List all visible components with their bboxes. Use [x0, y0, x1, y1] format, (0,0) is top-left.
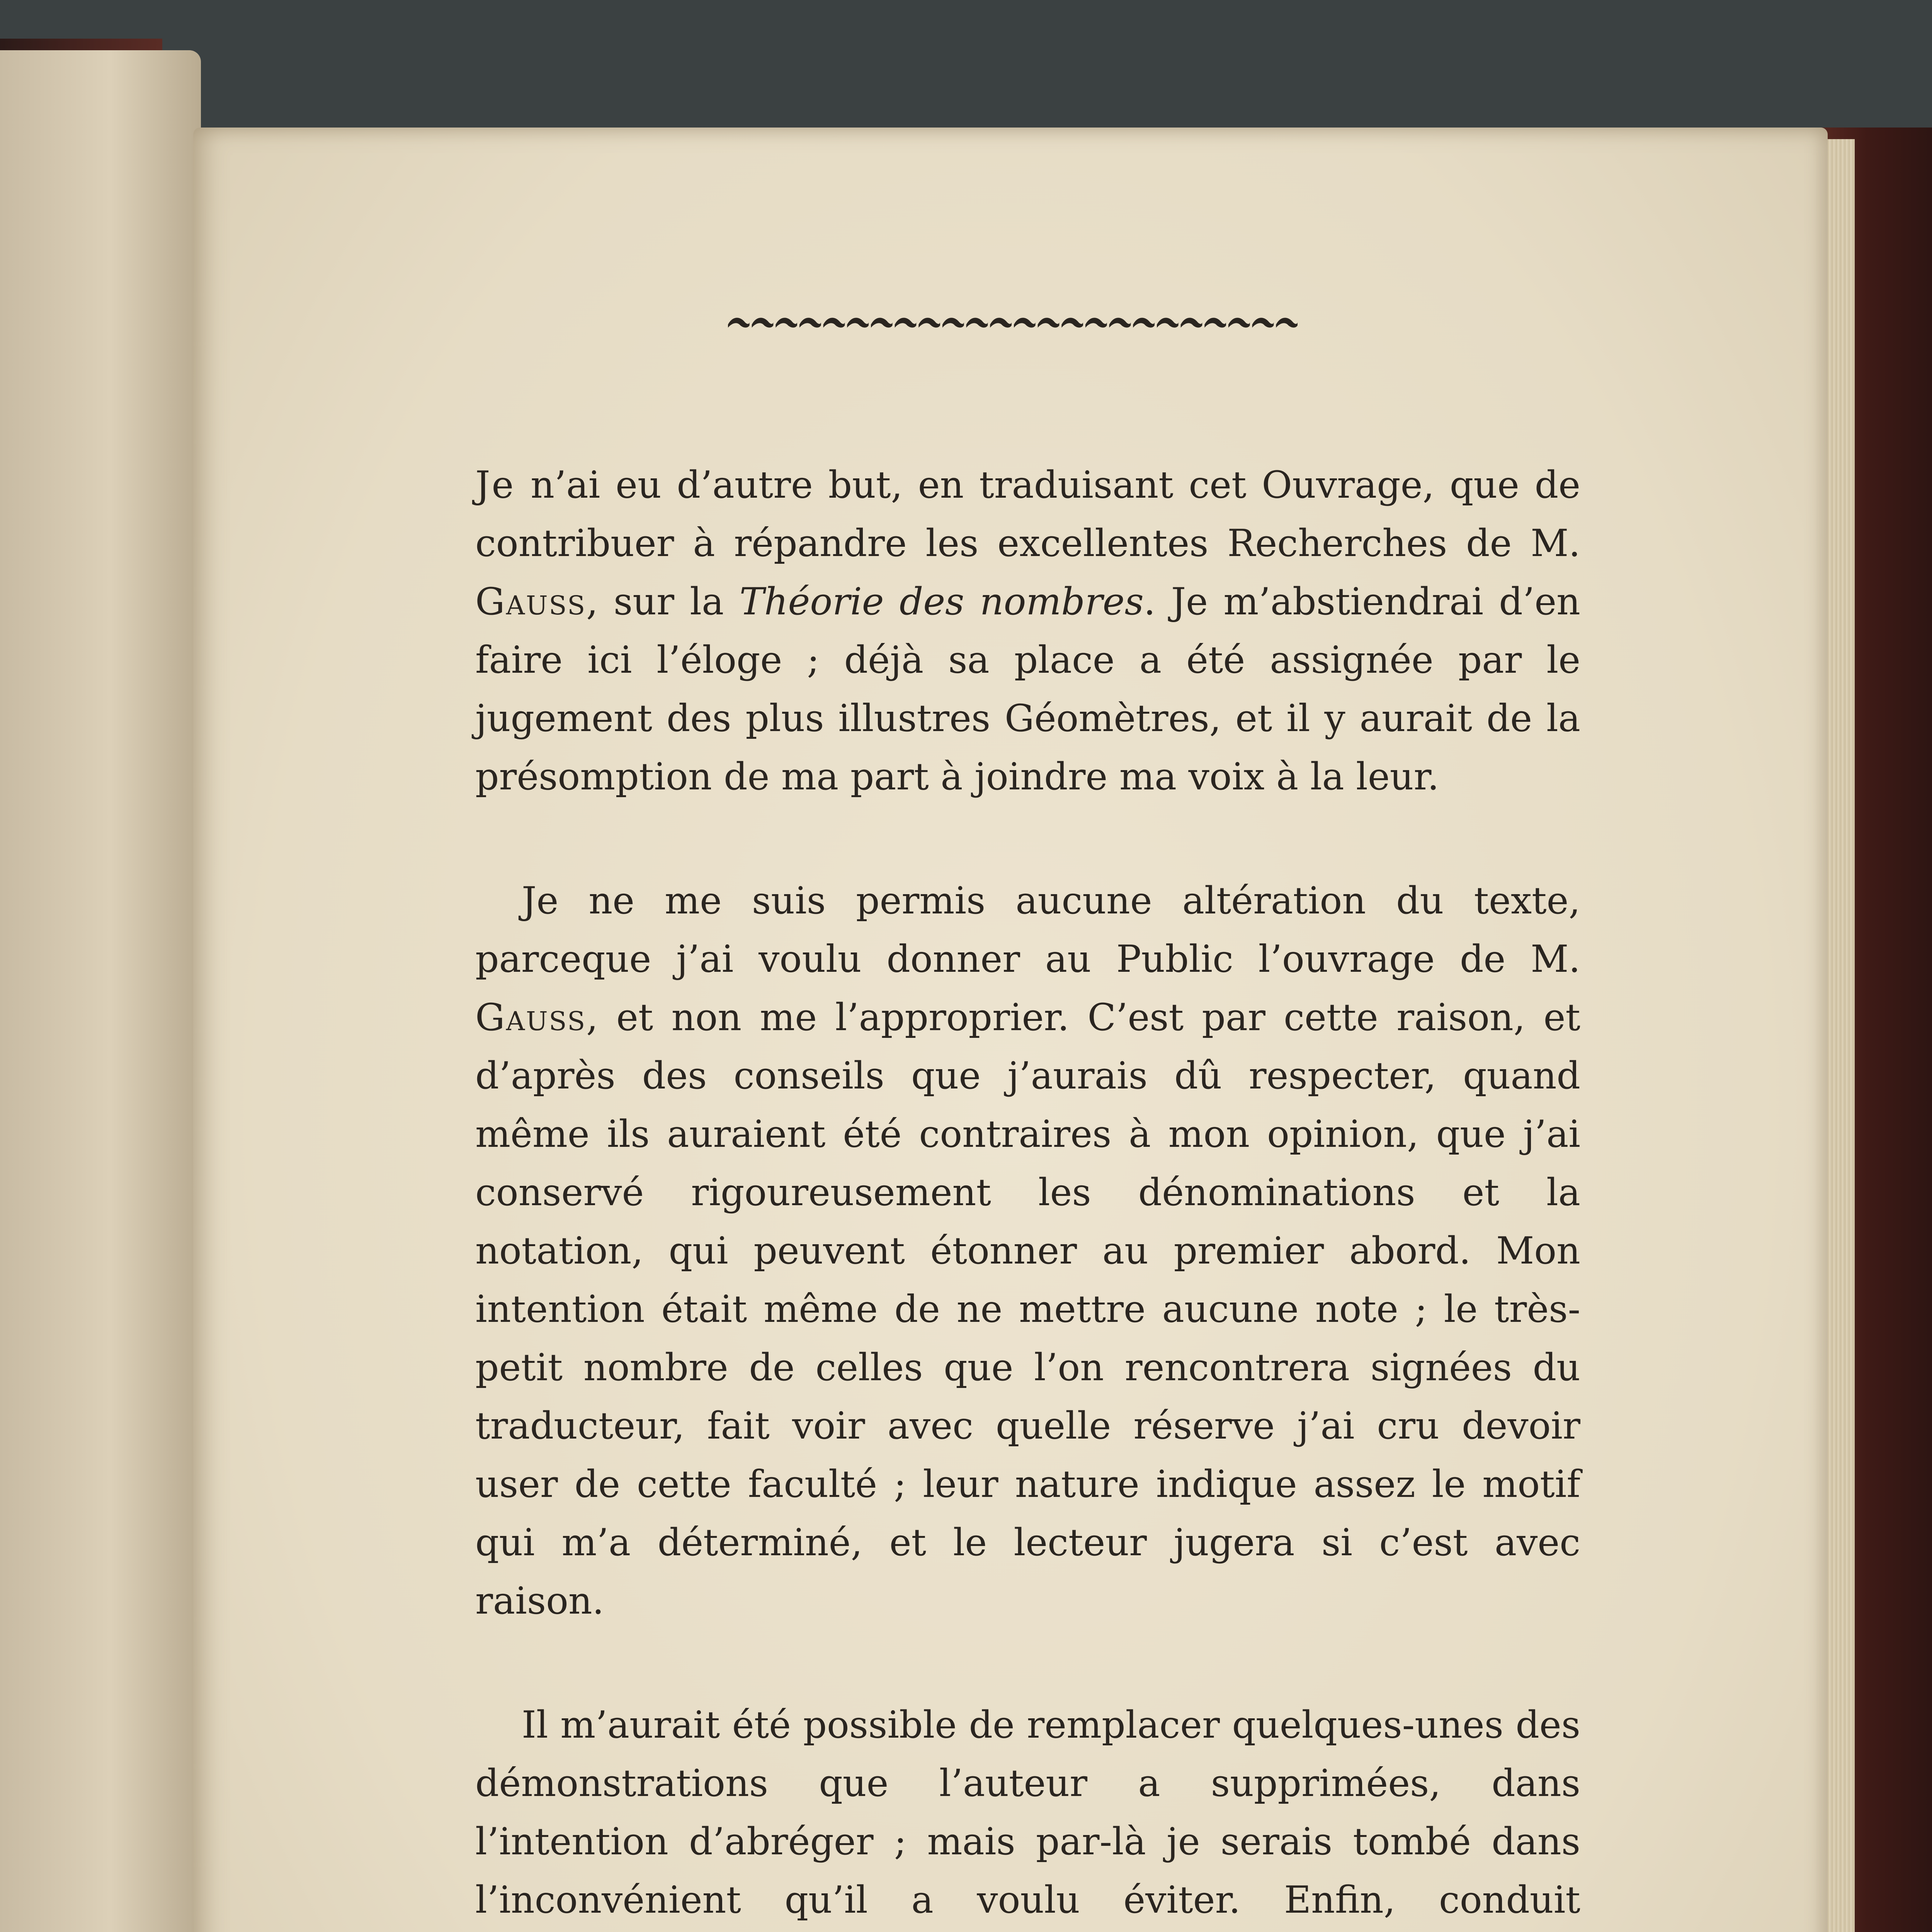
ornament-wave-segment — [1252, 318, 1274, 328]
ornament-wave-segment — [1157, 318, 1179, 328]
ornament-wave-segment — [1204, 318, 1226, 328]
ornament-wave-segment — [799, 318, 821, 328]
ornament-wave-segment — [966, 318, 988, 328]
decorative-headpiece-ornament — [726, 313, 1298, 332]
left-facing-page — [0, 50, 201, 1932]
ornament-wave-segment — [1276, 318, 1298, 328]
p2-seg-0: Je ne me suis permis aucune altération du texte, parceque j’ai voulu donner au Public l’ouvrage de M. — [475, 879, 1580, 981]
ornament-wave-segment — [1181, 318, 1202, 328]
ornament-wave-segment — [895, 318, 917, 328]
ornament-wave-segment — [1085, 318, 1107, 328]
ornament-wave-segment — [752, 318, 774, 328]
author-name-gauss-2: Gauss — [475, 996, 587, 1039]
page-text — [475, 456, 1580, 1932]
paragraph-3 — [475, 1696, 1580, 1932]
ornament-wave-segment — [1133, 318, 1155, 328]
p1-seg-0: n’ai eu d’autre but, en traduisant cet Ouvrage, que de contribuer à répandre les excellentes Recherches de M. — [475, 463, 1580, 565]
book-title-italic: Théorie des nombres — [739, 580, 1144, 623]
p1-seg-2: , sur la — [586, 580, 740, 623]
paragraph-1 — [475, 456, 1580, 806]
dropcap-word: Je — [475, 463, 515, 507]
ornament-wave-segment — [847, 318, 869, 328]
p3-seg-0: Il m’aurait été possible de remplacer quelques-unes des démonstrations que l’auteur a supprimées, dans l’intention d’abréger ; mais par-là je serais tombé dans l’inconvénient qu’il a voulu éviter. Enfin, conduit — [475, 1703, 1580, 1922]
ornament-wave-segment — [1038, 318, 1060, 328]
ornament-wave-segment — [776, 318, 797, 328]
author-name-gauss: Gauss — [475, 580, 587, 623]
ornament-wave-segment — [1014, 318, 1036, 328]
p1-seg-4: . Je m’abstiendrai d’en faire ici l’éloge ; déjà sa place a été assignée par le jugement des plus illustres Géomètres, et il y aurait de la présomption de ma part à joindre ma voix à la leur. — [475, 580, 1581, 798]
ornament-wave-segment — [871, 318, 893, 328]
ornament-wave-segment — [1228, 318, 1250, 328]
ornament-wave-segment — [728, 318, 750, 328]
ornament-wave-segment — [823, 318, 845, 328]
ornament-wave-segment — [1061, 318, 1083, 328]
paragraph-2 — [475, 872, 1580, 1630]
ornament-wave-segment — [990, 318, 1012, 328]
p2-seg-2: , et non me l’approprier. C’est par cette raison, et d’après des conseils que j’aurais dû respecter, quand même ils auraient été contraires à mon opinion, que j’ai conservé rigoureusement les dénominations et la notation, qui peuvent étonner au premier abord. Mon intention était même de ne mettre aucune note ; le très-petit nombre de celles que l’on rencontrera signées du traducteur, fait voir avec quelle réserve j’ai cru devoir user de cette faculté ; leur nature indique assez le motif qui m’a déterminé, et le lecteur jugera si c’est avec raison. — [475, 996, 1580, 1622]
ornament-wave-segment — [1109, 318, 1131, 328]
ornament-wave-segment — [918, 318, 940, 328]
ornament-wave-segment — [942, 318, 964, 328]
